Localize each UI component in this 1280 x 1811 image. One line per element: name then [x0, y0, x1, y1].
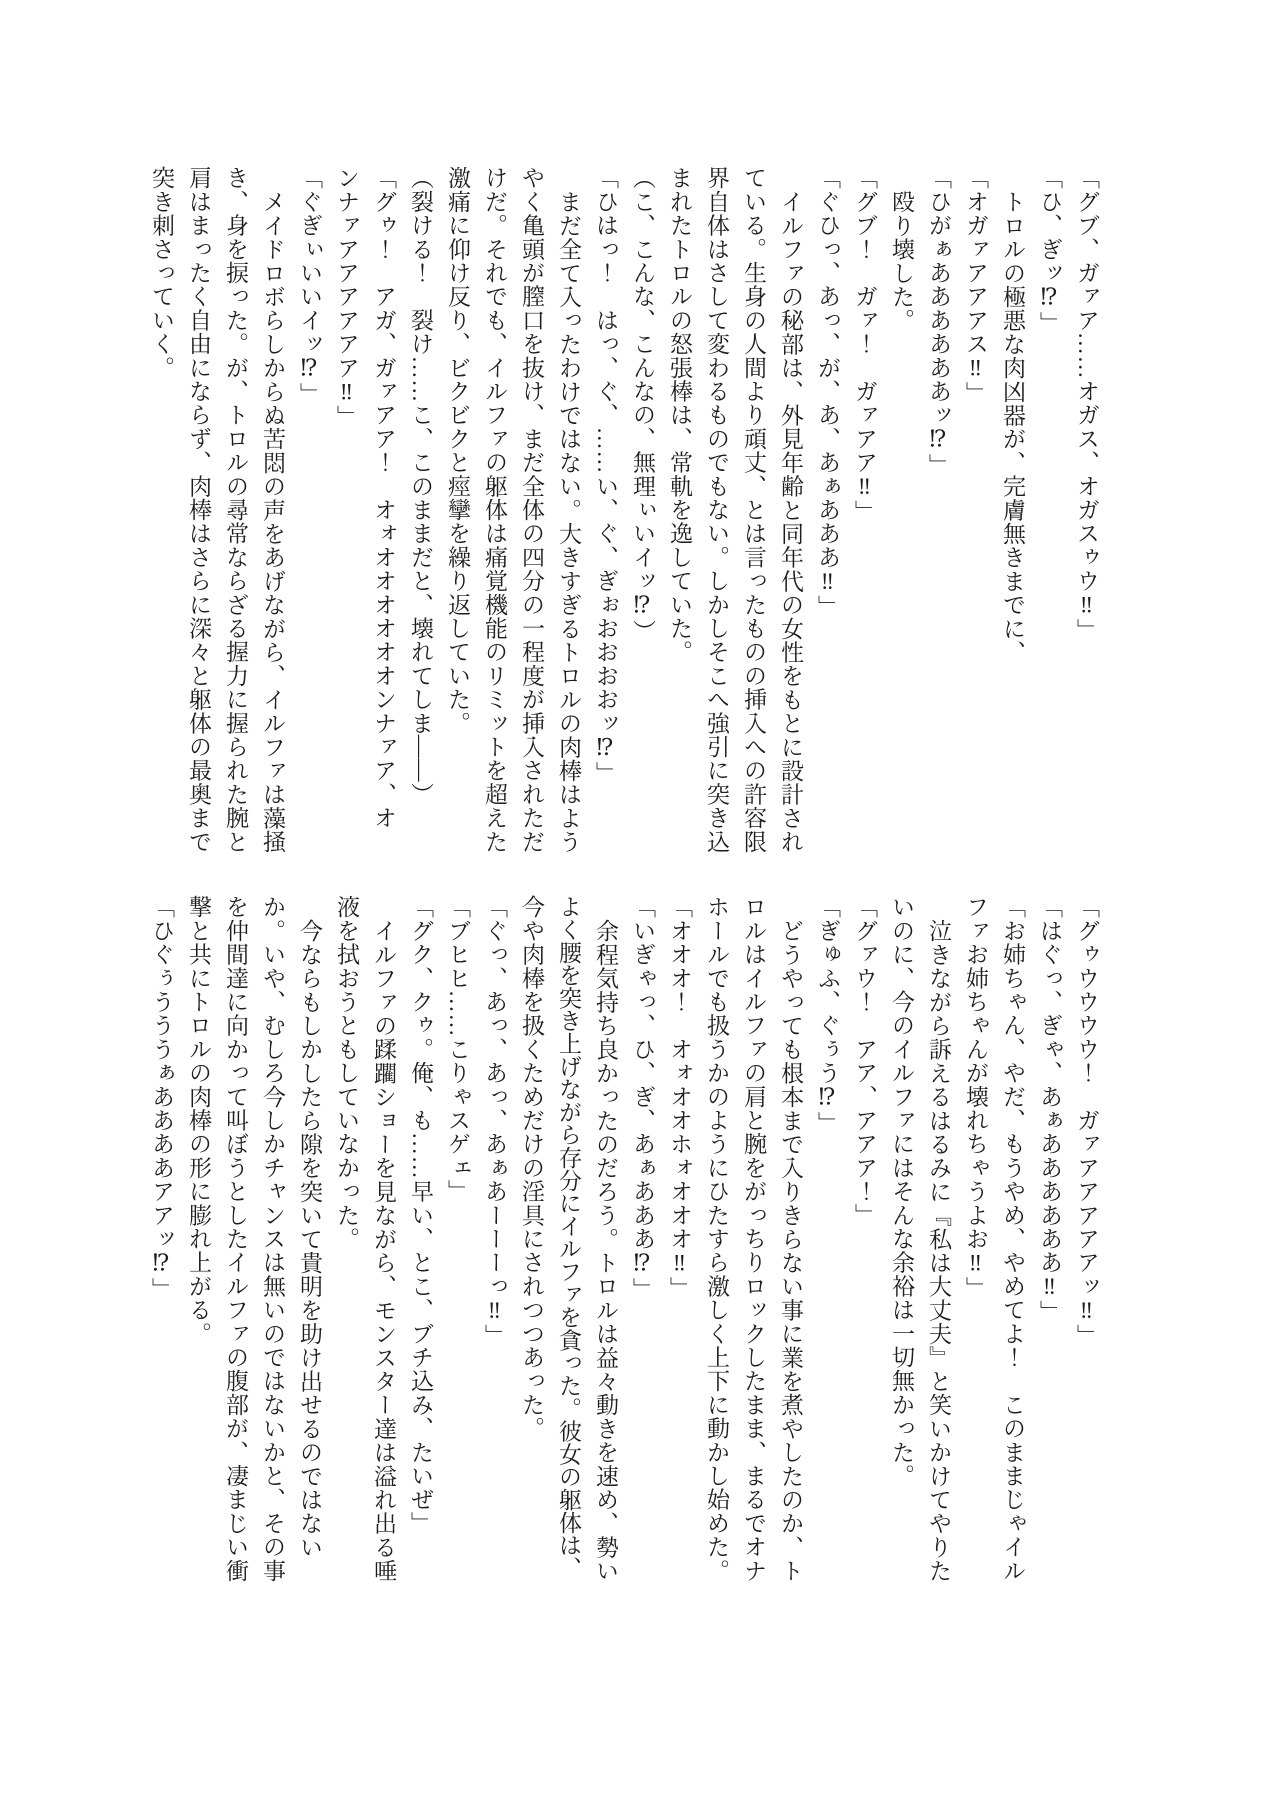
- text-column: 泣きながら訴えるはるみに『私は大丈夫』と笑いかけてやりた: [926, 918, 951, 1583]
- text-column: （裂ける！ 裂け……こ、このままだと、壊れてしま――）: [408, 166, 433, 806]
- text-column: ファお姉ちゃんが壊れちゃうよお‼」: [963, 895, 988, 1300]
- text-column: メイドロボらしからぬ苦悶の声をあげながら、イルファは藻掻: [260, 189, 285, 854]
- text-column: よく腰を突き上げながら存分にイルファを貪った。彼女の躯体は、: [556, 895, 581, 1580]
- text-column: 「いぎゃっ、ひ、ぎ、あぁあああ⁉」: [630, 895, 655, 1301]
- text-column: 界自体はさして変わるものでもない。しかしそこへ強引に突き込: [704, 166, 729, 854]
- text-column: 液を拭おうともしていなかった。: [334, 895, 359, 1251]
- text-column: けだ。それでも、イルファの躯体は痛覚機能のリミットを超えた: [482, 166, 507, 854]
- text-column: イルファの秘部は、外見年齢と同年代の女性をもとに設計され: [778, 189, 803, 854]
- text-column: 「ひぐぅうううぁああああアアッ⁉」: [149, 895, 174, 1301]
- text-column: ンナァアアアアアア‼」: [334, 166, 359, 429]
- text-column: 「グゥ！ アガ、ガァアア！ オォオオオオオオンナァア、オ: [371, 166, 396, 830]
- text-column: 今や肉棒を扱くためだけの淫具にされつつあった。: [519, 895, 544, 1441]
- text-column: 「オガァアアアス‼」: [963, 166, 988, 405]
- text-column: か。いや、むしろ今しかチャンスは無いのではないかと、その事: [260, 895, 285, 1583]
- text-column: 今ならもしかしたら隙を突いて貴明を助け出せるのではない: [297, 918, 322, 1559]
- text-column: 「ひ、ぎッ⁉」: [1037, 166, 1062, 335]
- text-column: 「ぐぎぃいいイッ⁉」: [297, 166, 322, 406]
- text-column: 撃と共にトロルの肉棒の形に膨れ上がる。: [186, 895, 211, 1346]
- text-column: 肩はまったく自由にならず、肉棒はさらに深々と躯体の最奥まで: [186, 166, 211, 854]
- text-column: 余程気持ち良かったのだろう。トロルは益々動きを速め、勢い: [593, 918, 618, 1583]
- text-column: 「ぎゅふ、ぐぅう⁉」: [815, 895, 840, 1135]
- text-column: ロルはイルファの肩と腕をがっちりロックしたまま、まるでオナ: [741, 895, 766, 1583]
- text-column: 「ひはっ！ はっ、ぐ、……い、ぐ、ぎぉおおおおッ⁉」: [593, 166, 618, 786]
- text-column: 「ぐひっ、あっ、が、あ、あぁあああ‼」: [815, 166, 840, 619]
- text-column: 殴り壊した。: [889, 189, 914, 332]
- text-column: 「グク、クゥ。俺、も……早い、とこ、ブチ込み、たいぜ」: [408, 895, 433, 1535]
- text-column: 「グァウ！ アア、アアア！」: [852, 895, 877, 1227]
- text-column: 突き刺さっていく。: [149, 166, 174, 380]
- text-column: ホールでも扱うかのようにひたすら激しく上下に動かし始めた。: [704, 895, 729, 1583]
- text-column: いのに、今のイルファにはそんな余裕は一切無かった。: [889, 895, 914, 1488]
- text-column: どうやっても根本まで入りきらない事に業を煮やしたのか、ト: [778, 918, 803, 1583]
- text-column: 「お姉ちゃん、やだ、もうやめ、やめてよ！ このままじゃイル: [1000, 895, 1025, 1583]
- text-column: ている。生身の人間より頑丈、とは言ったものの挿入への許容限: [741, 166, 766, 854]
- upper-text-block: [141, 166, 1105, 856]
- text-column: 「ひがぁああああああッ⁉」: [926, 166, 951, 478]
- text-column: まれたトロルの怒張棒は、常軌を逸していた。: [667, 166, 692, 664]
- text-column: トロルの極悪な肉凶器が、完膚無きまでに、: [1000, 189, 1025, 664]
- text-column: （こ、こんな、こんなの、無理ぃいイッ⁉）: [630, 166, 655, 643]
- text-column: き、身を捩った。が、トロルの尋常ならざる握力に握られた腕と: [223, 166, 248, 854]
- text-column: 「グブ！ ガァ！ ガァアア‼」: [852, 166, 877, 524]
- text-column: やく亀頭が膣口を抜け、まだ全体の四分の一程度が挿入されただ: [519, 166, 544, 854]
- text-column: イルファの蹂躙ショーを見ながら、モンスター達は溢れ出る唾: [371, 918, 396, 1583]
- text-column: 「グゥウウウウ！ ガァアアアアアッ‼」: [1074, 895, 1099, 1348]
- text-column: 「オオオ！ オォオオホォオオオ‼」: [667, 895, 692, 1300]
- text-column: まだ全て入ったわけではない。大きすぎるトロルの肉棒はよう: [556, 189, 581, 854]
- text-column: 「はぐっ、ぎゃ、あぁああああああ‼」: [1037, 895, 1062, 1324]
- text-column: 「ぐっ、あっ、あっ、あぁあーーーっ‼」: [482, 895, 507, 1348]
- text-column: 激痛に仰け反り、ビクビクと痙攣を繰り返していた。: [445, 166, 470, 735]
- text-column: を仲間達に向かって叫ぼうとしたイルファの腹部が、凄まじい衝: [223, 895, 248, 1583]
- text-column: 「グブ、ガァア……オガス、オガスゥウ‼」: [1074, 166, 1099, 642]
- text-column: 「ブヒヒ……こりゃスゲェ」: [445, 895, 470, 1204]
- lower-text-block: [141, 895, 1105, 1585]
